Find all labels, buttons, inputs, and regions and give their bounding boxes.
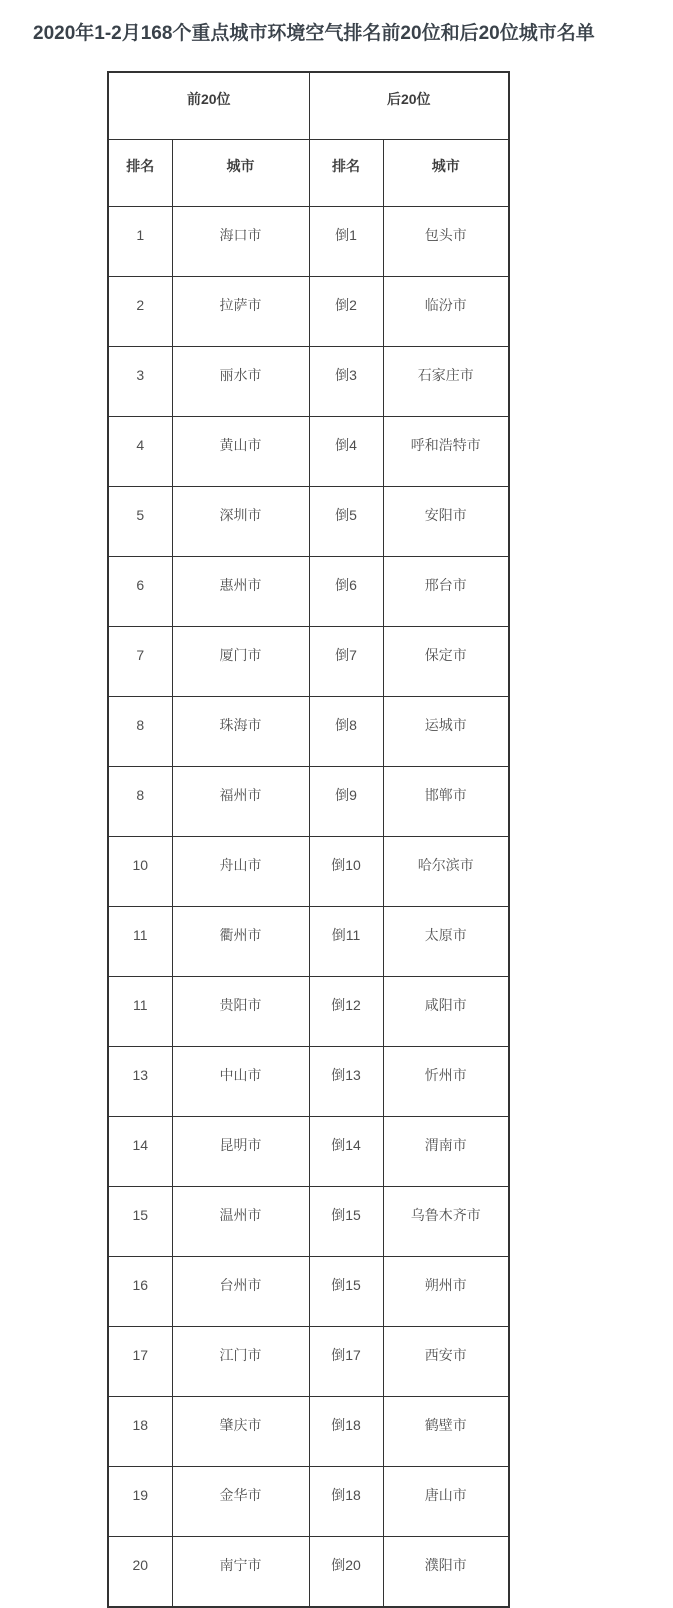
column-header-city-bottom: 城市 — [383, 140, 509, 207]
top-city-cell: 拉萨市 — [172, 277, 309, 347]
table-row — [108, 977, 509, 1047]
top-rank-cell: 4 — [108, 417, 172, 487]
top-city-cell: 台州市 — [172, 1257, 309, 1327]
bottom-city-cell: 包头市 — [383, 207, 509, 277]
top-rank-cell: 7 — [108, 627, 172, 697]
top-rank-cell: 15 — [108, 1187, 172, 1257]
bottom-city-cell: 临汾市 — [383, 277, 509, 347]
table-row — [108, 697, 509, 767]
bottom-rank-cell: 倒14 — [309, 1117, 383, 1187]
top-rank-cell: 3 — [108, 347, 172, 417]
column-header-rank-top: 排名 — [108, 140, 172, 207]
top-city-cell: 惠州市 — [172, 557, 309, 627]
top-rank-cell: 10 — [108, 837, 172, 907]
group-header-row — [108, 72, 509, 140]
bottom-city-cell: 朔州市 — [383, 1257, 509, 1327]
table-row — [108, 277, 509, 347]
table-row — [108, 837, 509, 907]
table-row — [108, 1537, 509, 1608]
table-row — [108, 1257, 509, 1327]
bottom-city-cell: 忻州市 — [383, 1047, 509, 1117]
bottom-rank-cell: 倒15 — [309, 1187, 383, 1257]
bottom-rank-cell: 倒5 — [309, 487, 383, 557]
bottom-rank-cell: 倒10 — [309, 837, 383, 907]
top-rank-cell: 5 — [108, 487, 172, 557]
table-row — [108, 487, 509, 557]
table-row — [108, 557, 509, 627]
table-row — [108, 1397, 509, 1467]
table-row — [108, 347, 509, 417]
bottom-rank-cell: 倒3 — [309, 347, 383, 417]
top-rank-cell: 14 — [108, 1117, 172, 1187]
top-city-cell: 昆明市 — [172, 1117, 309, 1187]
top-city-cell: 厦门市 — [172, 627, 309, 697]
table-body — [108, 207, 509, 1608]
bottom-city-cell: 唐山市 — [383, 1467, 509, 1537]
top-rank-cell: 8 — [108, 697, 172, 767]
top-city-cell: 舟山市 — [172, 837, 309, 907]
top-rank-cell: 11 — [108, 977, 172, 1047]
top-city-cell: 贵阳市 — [172, 977, 309, 1047]
table-row — [108, 417, 509, 487]
top-rank-cell: 13 — [108, 1047, 172, 1117]
bottom-city-cell: 咸阳市 — [383, 977, 509, 1047]
bottom-city-cell: 渭南市 — [383, 1117, 509, 1187]
column-header-city-top: 城市 — [172, 140, 309, 207]
table-row — [108, 1047, 509, 1117]
page-title: 2020年1-2月168个重点城市环境空气排名前20位和后20位城市名单 — [33, 23, 595, 44]
top-rank-cell: 20 — [108, 1537, 172, 1608]
bottom-city-cell: 鹤壁市 — [383, 1397, 509, 1467]
top-rank-cell: 8 — [108, 767, 172, 837]
bottom-city-cell: 运城市 — [383, 697, 509, 767]
top-city-cell: 黄山市 — [172, 417, 309, 487]
table-row — [108, 207, 509, 277]
bottom-rank-cell: 倒11 — [309, 907, 383, 977]
bottom-city-cell: 石家庄市 — [383, 347, 509, 417]
bottom-city-cell: 西安市 — [383, 1327, 509, 1397]
bottom-city-cell: 哈尔滨市 — [383, 837, 509, 907]
table-row — [108, 1117, 509, 1187]
top-rank-cell: 2 — [108, 277, 172, 347]
bottom-rank-cell: 倒1 — [309, 207, 383, 277]
bottom-rank-cell: 倒8 — [309, 697, 383, 767]
top-rank-cell: 18 — [108, 1397, 172, 1467]
top-city-cell: 温州市 — [172, 1187, 309, 1257]
top-rank-cell: 11 — [108, 907, 172, 977]
table-row — [108, 907, 509, 977]
bottom-rank-cell: 倒9 — [309, 767, 383, 837]
top-rank-cell: 16 — [108, 1257, 172, 1327]
bottom-city-cell: 濮阳市 — [383, 1537, 509, 1608]
top-city-cell: 江门市 — [172, 1327, 309, 1397]
bottom-rank-cell: 倒7 — [309, 627, 383, 697]
column-header-rank-bottom: 排名 — [309, 140, 383, 207]
group-header-top20: 前20位 — [108, 72, 309, 140]
bottom-city-cell: 保定市 — [383, 627, 509, 697]
top-rank-cell: 6 — [108, 557, 172, 627]
table-row — [108, 1327, 509, 1397]
top-rank-cell: 1 — [108, 207, 172, 277]
top-city-cell: 福州市 — [172, 767, 309, 837]
top-city-cell: 丽水市 — [172, 347, 309, 417]
bottom-city-cell: 太原市 — [383, 907, 509, 977]
bottom-rank-cell: 倒15 — [309, 1257, 383, 1327]
table-row — [108, 1467, 509, 1537]
top-city-cell: 衢州市 — [172, 907, 309, 977]
bottom-rank-cell: 倒18 — [309, 1397, 383, 1467]
top-city-cell: 南宁市 — [172, 1537, 309, 1608]
bottom-rank-cell: 倒17 — [309, 1327, 383, 1397]
top-city-cell: 海口市 — [172, 207, 309, 277]
bottom-rank-cell: 倒13 — [309, 1047, 383, 1117]
bottom-city-cell: 呼和浩特市 — [383, 417, 509, 487]
group-header-bottom20: 后20位 — [309, 72, 509, 140]
top-rank-cell: 17 — [108, 1327, 172, 1397]
bottom-city-cell: 乌鲁木齐市 — [383, 1187, 509, 1257]
bottom-city-cell: 邢台市 — [383, 557, 509, 627]
table-row — [108, 1187, 509, 1257]
bottom-rank-cell: 倒12 — [309, 977, 383, 1047]
table-row — [108, 767, 509, 837]
top-city-cell: 肇庆市 — [172, 1397, 309, 1467]
top-city-cell: 中山市 — [172, 1047, 309, 1117]
bottom-rank-cell: 倒4 — [309, 417, 383, 487]
bottom-rank-cell: 倒18 — [309, 1467, 383, 1537]
table-header — [108, 72, 509, 207]
ranking-table — [107, 71, 510, 1608]
bottom-rank-cell: 倒20 — [309, 1537, 383, 1608]
top-city-cell: 深圳市 — [172, 487, 309, 557]
bottom-rank-cell: 倒2 — [309, 277, 383, 347]
column-header-row — [108, 140, 509, 207]
bottom-city-cell: 安阳市 — [383, 487, 509, 557]
top-city-cell: 金华市 — [172, 1467, 309, 1537]
bottom-city-cell: 邯郸市 — [383, 767, 509, 837]
table-row — [108, 627, 509, 697]
top-rank-cell: 19 — [108, 1467, 172, 1537]
bottom-rank-cell: 倒6 — [309, 557, 383, 627]
top-city-cell: 珠海市 — [172, 697, 309, 767]
